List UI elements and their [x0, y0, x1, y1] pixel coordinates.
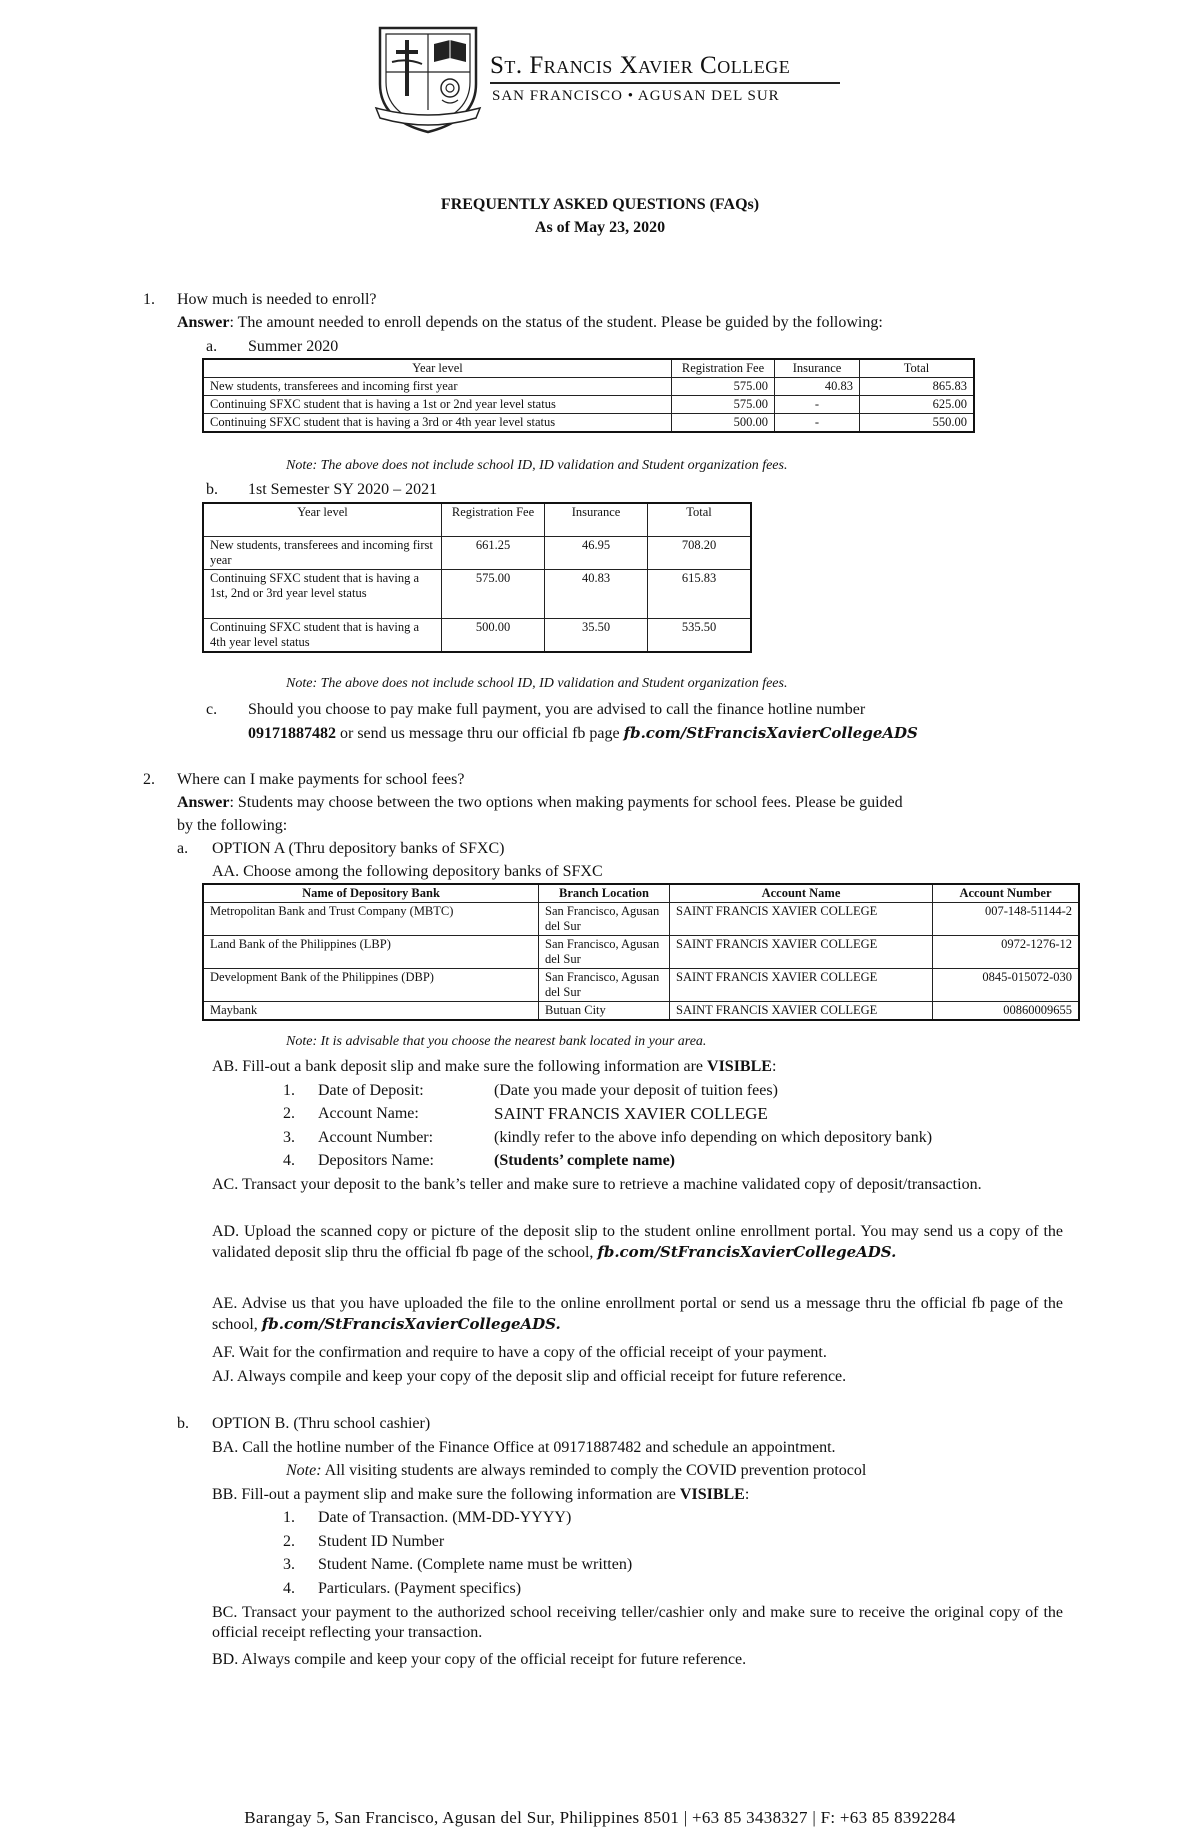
table-row [203, 414, 974, 433]
cell: 535.50 [648, 619, 752, 653]
step-bc: BC. Transact your payment to the authorized school receiving teller/cashier only and make sure to receive the original copy of the official receipt reflecting your transaction. [212, 1604, 1063, 1641]
th-total: Total [648, 503, 752, 537]
step-bd: BD. Always compile and keep your copy of the official receipt for future reference. [212, 1651, 747, 1668]
table-row [203, 570, 751, 619]
cell: 40.83 [775, 378, 860, 396]
visible-emphasis: VISIBLE [707, 1058, 772, 1075]
table-row [203, 378, 974, 396]
step-bb: BB. Fill-out a payment slip and make sure the following information are VISIBLE: [212, 1486, 750, 1503]
cell: 40.83 [545, 570, 648, 619]
cell: 575.00 [672, 378, 775, 396]
cell: 500.00 [442, 619, 545, 653]
bb-item-text: Date of Transaction. (MM-DD-YYYY) [318, 1509, 572, 1526]
note-semester: Note: The above does not include school ID, ID validation and Student organization fees. [286, 676, 788, 691]
ab-item-number: 3. [283, 1129, 295, 1146]
cell: Development Bank of the Philippines (DBP) [203, 969, 539, 1002]
page-date: As of May 23, 2020 [534, 219, 666, 236]
cell: SAINT FRANCIS XAVIER COLLEGE [670, 903, 933, 936]
step-ad-text: AD. Upload the scanned copy or picture of the deposit slip to the student online enrollment portal. You may send us a copy of the validated deposit slip thru the official fb page of the school, [212, 1223, 1063, 1261]
step-ae-text: AE. Advise us that you have uploaded the file to the online enrollment portal or send us a message thru the official fb page of the school, [212, 1295, 1063, 1333]
th-account-number: Account Number [933, 884, 1080, 903]
college-location: SAN FRANCISCO • AGUSAN DEL SUR [492, 88, 780, 104]
th-year-level: Year level [203, 503, 442, 537]
step-ae [212, 1294, 1063, 1335]
cell: 550.00 [860, 414, 975, 433]
summer-fee-table [202, 358, 975, 433]
cell: 0845-015072-030 [933, 969, 1080, 1002]
th-registration-fee: Registration Fee [672, 359, 775, 378]
ab-item-number: 2. [283, 1105, 295, 1122]
cell: 0972-1276-12 [933, 936, 1080, 969]
table-row [203, 537, 751, 570]
cell: San Francisco, Agusan del Sur [539, 903, 670, 936]
cell: 575.00 [672, 396, 775, 414]
table-row [203, 619, 751, 653]
table-row [203, 1002, 1079, 1021]
cell: 865.83 [860, 378, 975, 396]
cell: - [775, 414, 860, 433]
ab-item-number: 1. [283, 1082, 295, 1099]
college-name: St. Francis Xavier College [490, 52, 791, 79]
table-row [203, 969, 1079, 1002]
q1-question: How much is needed to enroll? [177, 291, 377, 308]
q2-question: Where can I make payments for school fees? [177, 771, 465, 788]
note-label: Note: [286, 1462, 322, 1479]
q1-number: 1. [143, 291, 155, 308]
bb-item-number: 1. [283, 1509, 295, 1526]
hotline-number: 09171887482 [248, 725, 336, 742]
step-bb-text: BB. Fill-out a payment slip and make sure the following information are [212, 1486, 676, 1503]
bb-item-text: Student ID Number [318, 1533, 445, 1550]
ab-item-number: 4. [283, 1152, 295, 1169]
th-year-level: Year level [203, 359, 672, 378]
bb-item-number: 2. [283, 1533, 295, 1550]
bank-note: Note: It is advisable that you choose the nearest bank located in your area. [286, 1034, 707, 1049]
step-aj: AJ. Always compile and keep your copy of the deposit slip and official receipt for future reference. [212, 1368, 847, 1385]
semester-fee-table [202, 502, 752, 653]
cell: Continuing SFXC student that is having a 1st, 2nd or 3rd year level status [203, 570, 442, 619]
q2-b-title: OPTION B. (Thru school cashier) [212, 1415, 431, 1432]
q1-c-text2: or send us message thru our official fb page [340, 725, 620, 742]
college-crest-logo [372, 22, 484, 136]
q1-c-marker: c. [206, 701, 218, 718]
fb-page-link[interactable]: fb.com/StFrancisXavierCollegeADS. [597, 1243, 897, 1261]
table-row [203, 903, 1079, 936]
answer-label: Answer [177, 794, 230, 811]
cell: SAINT FRANCIS XAVIER COLLEGE [670, 936, 933, 969]
ab-item-label: Account Number: [318, 1129, 434, 1146]
q1-b-marker: b. [206, 481, 218, 498]
q1-a-marker: a. [206, 338, 218, 355]
cell: SAINT FRANCIS XAVIER COLLEGE [670, 1002, 933, 1021]
cell: 35.50 [545, 619, 648, 653]
cell: New students, transferees and incoming first year [203, 378, 672, 396]
cell: Continuing SFXC student that is having a 4th year level status [203, 619, 442, 653]
th-insurance: Insurance [545, 503, 648, 537]
cell: Land Bank of the Philippines (LBP) [203, 936, 539, 969]
cell: 625.00 [860, 396, 975, 414]
answer-label: Answer [177, 314, 230, 331]
q1-a-title: Summer 2020 [248, 338, 339, 355]
cell: SAINT FRANCIS XAVIER COLLEGE [670, 969, 933, 1002]
q2-a-marker: a. [177, 840, 189, 857]
cell: Butuan City [539, 1002, 670, 1021]
ab-item-value: (Students’ complete name) [494, 1152, 676, 1169]
footer-address: Barangay 5, San Francisco, Agusan del Sur, Philippines 8501 | +63 85 3438327 | F: +63 85 8392284 [244, 1808, 956, 1827]
th-account-name: Account Name [670, 884, 933, 903]
cell: 007-148-51144-2 [933, 903, 1080, 936]
header-rule [490, 82, 840, 84]
th-total: Total [860, 359, 975, 378]
ab-item-value: SAINT FRANCIS XAVIER COLLEGE [494, 1104, 768, 1123]
ba-note-text: All visiting students are always reminded to comply the COVID prevention protocol [324, 1462, 867, 1479]
q1-c-line2 [248, 723, 918, 744]
q1-c-text: Should you choose to pay make full payment, you are advised to call the finance hotline number [248, 701, 866, 718]
fb-page-link[interactable]: fb.com/StFrancisXavierCollegeADS. [261, 1315, 561, 1333]
step-ab: AB. Fill-out a bank deposit slip and make sure the following information are VISIBLE: [212, 1058, 777, 1075]
bb-item-text: Particulars. (Payment specifics) [318, 1580, 522, 1597]
q2-b-marker: b. [177, 1415, 189, 1432]
cell: Metropolitan Bank and Trust Company (MBTC) [203, 903, 539, 936]
cell: 615.83 [648, 570, 752, 619]
cell: Maybank [203, 1002, 539, 1021]
q1-b-title: 1st Semester SY 2020 – 2021 [248, 481, 438, 498]
ab-item-label: Date of Deposit: [318, 1082, 424, 1099]
ab-item-value: (kindly refer to the above info depending on which depository bank) [494, 1129, 933, 1146]
q2-answer-text2: by the following: [177, 817, 288, 834]
cell: 46.95 [545, 537, 648, 570]
cell: San Francisco, Agusan del Sur [539, 936, 670, 969]
depository-bank-table [202, 883, 1080, 1021]
cell: Continuing SFXC student that is having a 1st or 2nd year level status [203, 396, 672, 414]
bb-item-number: 3. [283, 1556, 295, 1573]
q2-number: 2. [143, 771, 155, 788]
ba-note [286, 1461, 866, 1481]
th-branch-location: Branch Location [539, 884, 670, 903]
step-ad [212, 1222, 1063, 1263]
step-ab-text: AB. Fill-out a bank deposit slip and make sure the following information are [212, 1058, 704, 1075]
cell: New students, transferees and incoming first year [203, 537, 442, 570]
bb-item-text: Student Name. (Complete name must be written) [318, 1556, 633, 1573]
step-aa: AA. Choose among the following depository banks of SFXC [212, 863, 603, 880]
cell: 661.25 [442, 537, 545, 570]
table-row [203, 396, 974, 414]
cell: San Francisco, Agusan del Sur [539, 969, 670, 1002]
bb-item-number: 4. [283, 1580, 295, 1597]
page-title: FREQUENTLY ASKED QUESTIONS (FAQs) [440, 196, 760, 213]
ab-item-label: Depositors Name: [318, 1152, 434, 1169]
step-ac: AC. Transact your deposit to the bank’s teller and make sure to retrieve a machine validated copy of deposit/transaction. [212, 1176, 982, 1193]
q1-answer [177, 313, 883, 333]
q2-answer [177, 793, 1063, 813]
q2-answer-text: : Students may choose between the two options when making payments for school fees. Please be guided [229, 794, 903, 811]
cell: 708.20 [648, 537, 752, 570]
th-insurance: Insurance [775, 359, 860, 378]
ab-item-value: (Date you made your deposit of tuition fees) [494, 1082, 778, 1099]
cell: 500.00 [672, 414, 775, 433]
q2-a-title: OPTION A (Thru depository banks of SFXC) [212, 840, 505, 857]
note-summer: Note: The above does not include school ID, ID validation and Student organization fees. [286, 458, 788, 473]
cell: 575.00 [442, 570, 545, 619]
step-ba: BA. Call the hotline number of the Finance Office at 09171887482 and schedule an appointment. [212, 1439, 836, 1456]
visible-emphasis: VISIBLE [679, 1486, 745, 1503]
cell: 00860009655 [933, 1002, 1080, 1021]
cell: Continuing SFXC student that is having a 3rd or 4th year level status [203, 414, 672, 433]
ab-item-label: Account Name: [318, 1105, 419, 1122]
th-registration-fee: Registration Fee [442, 503, 545, 537]
fb-page-link[interactable]: fb.com/StFrancisXavierCollegeADS [623, 724, 918, 742]
step-af: AF. Wait for the confirmation and require to have a copy of the official receipt of your payment. [212, 1344, 827, 1361]
cell: - [775, 396, 860, 414]
table-row [203, 936, 1079, 969]
th-bank-name: Name of Depository Bank [203, 884, 539, 903]
q1-answer-text: : The amount needed to enroll depends on the status of the student. Please be guided by the following: [229, 314, 883, 331]
